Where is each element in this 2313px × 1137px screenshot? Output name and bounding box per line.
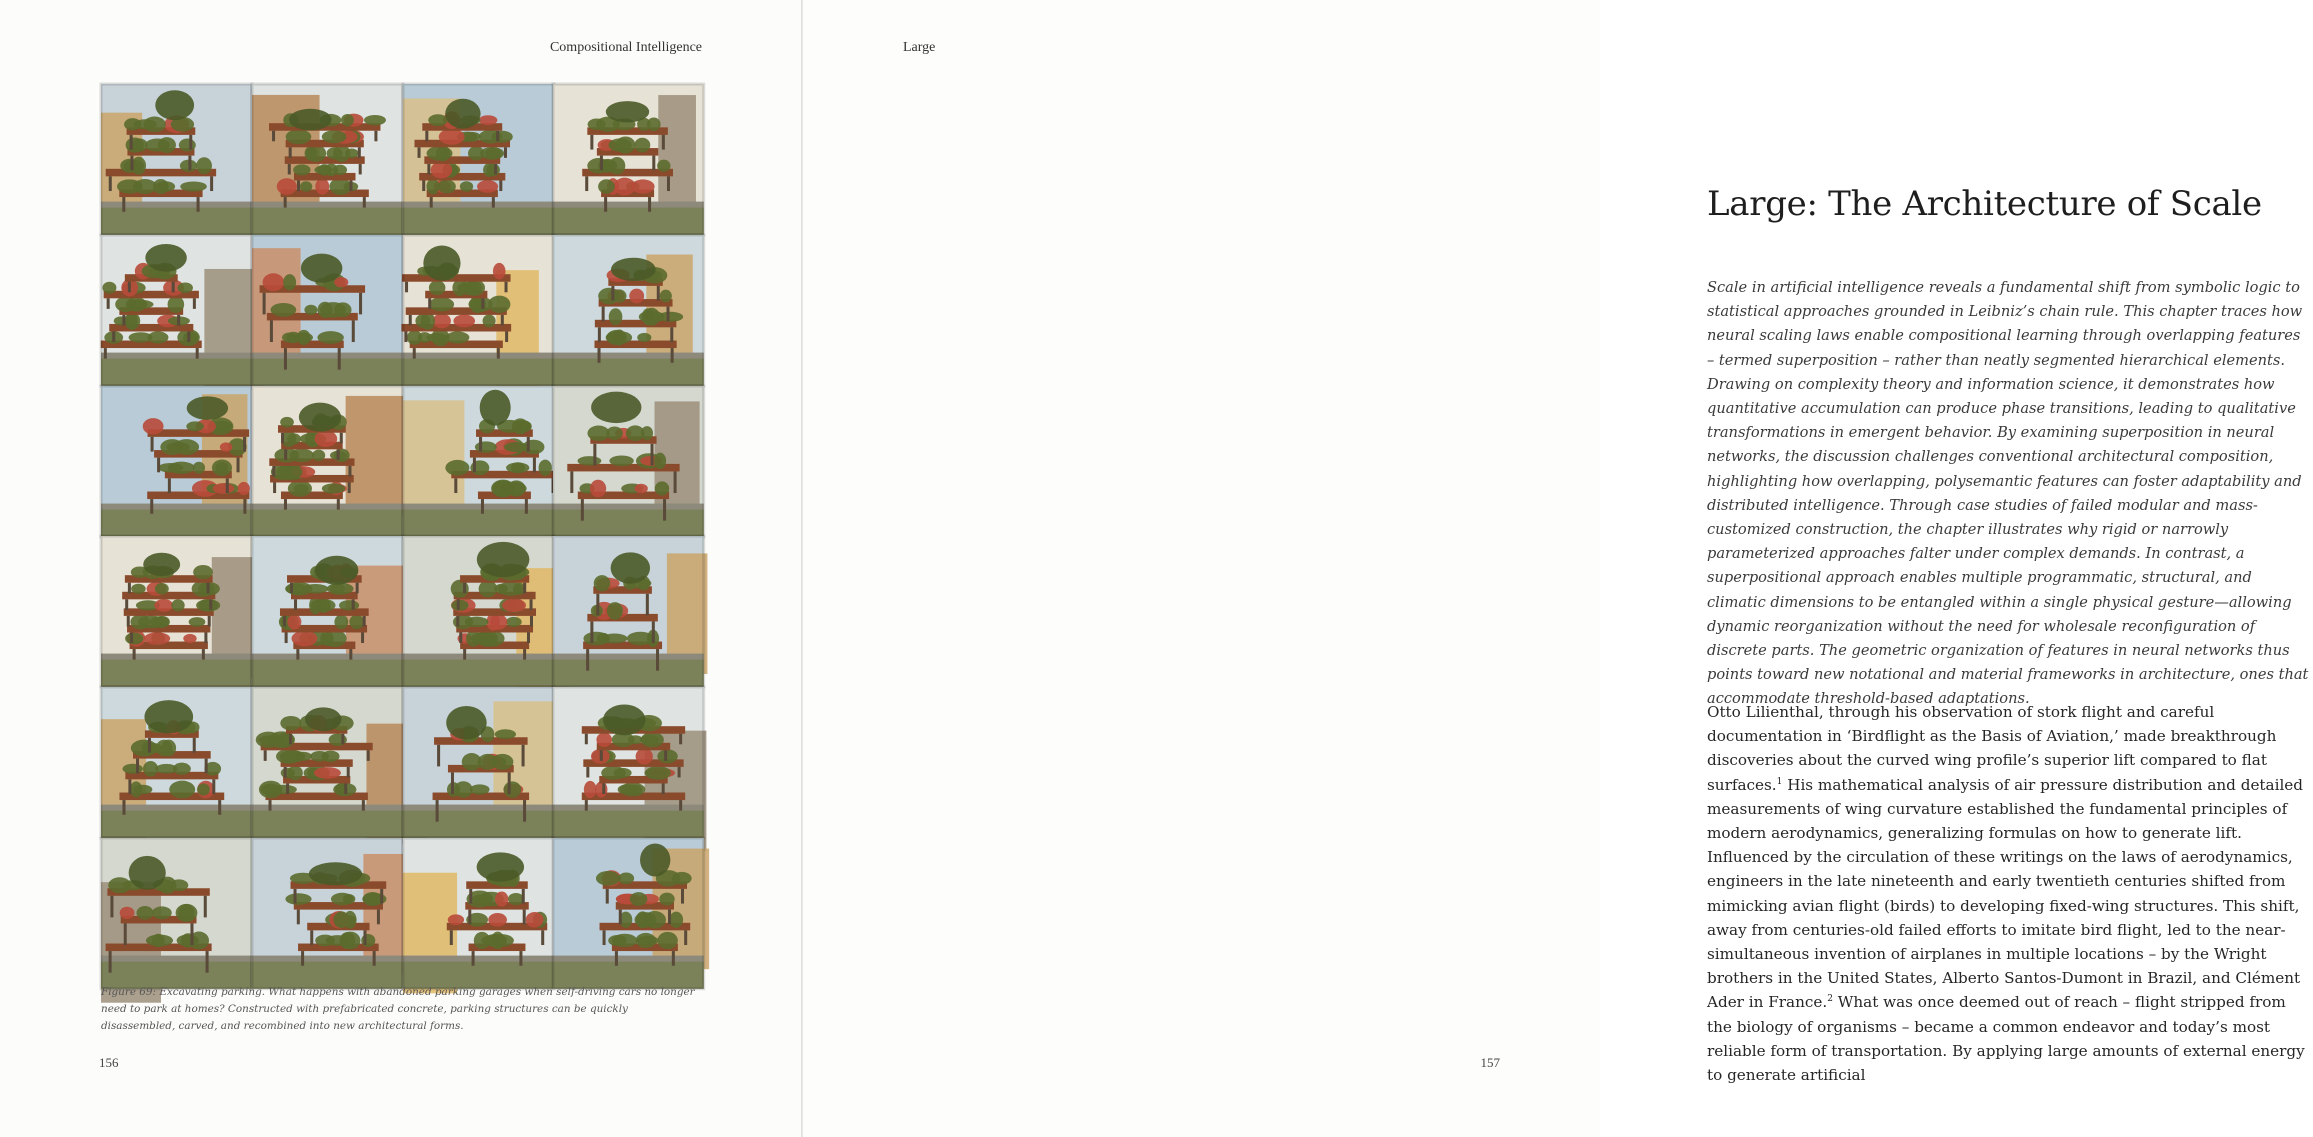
figure-photo-tile: [252, 386, 403, 537]
figure-photo-tile: [101, 536, 252, 687]
running-head-right: Large: [903, 40, 936, 55]
figure-photo-tile: [101, 235, 252, 386]
figure-photo-tile: [252, 235, 403, 386]
figure-photo-tile: [252, 536, 403, 687]
figure-photo-tile: [252, 687, 403, 838]
figure-photo-tile: [252, 84, 403, 235]
right-page: [803, 0, 2309, 1137]
chapter-abstract: Scale in artificial intelligence reveals a fundamental shift from symbolic logic to statistical approaches grounded in Leibniz’s chain rule. This chapter traces how neural scaling laws enable compositional learning through overlapping features – termed superposition – rather than neatly segmented hierarchical elements. Drawing on complexity theory and information science, it demonstrates how quantitative accumulation can produce phase transitions, leading to qualitative transformations in emergent behavior. By examining superposition in neural networks, the discussion challenges conventional architectural composition, highlighting how overlapping, polysemantic features can foster adaptability and distributed intelligence. Through case studies of failed modular and mass-customized construction, the chapter illustrates why rigid or narrowly parameterized approaches falter under complex demands. In contrast, a superpositional approach enables multiple programmatic, structural, and climatic dimensions to be entangled within a single physical gesture—allowing dynamic reorganization without the need for wholesale reconfiguration of discrete parts. The geometric organization of features in neural networks thus points toward new notational and material frameworks in architecture, ones that accommodate threshold-based adaptations.: [1707, 279, 2309, 708]
page-number-left: 156: [99, 1055, 119, 1070]
figure-photo-tile: [101, 386, 252, 537]
figure-photo-tile: [553, 536, 704, 687]
figure-photo-tile: [553, 687, 704, 838]
figure-photo-tile: [403, 536, 554, 687]
figure-photo-tile: [403, 386, 554, 537]
chapter-title: Large: The Architecture of Scale: [1707, 184, 2262, 224]
figure-image-grid: [101, 84, 704, 964]
figure-photo-tile: [101, 838, 252, 989]
figure-photo-tile: [553, 386, 704, 537]
figure-photo-tile: [553, 84, 704, 235]
body-text-part-1: Otto Lilienthal, through his observation of stork flight and careful documentation in ‘Birdflight as the Basis of Aviation,’ made breakthrough discoveries about the curved wing profile’s superior lift compared to flat surfaces.: [1707, 703, 2277, 794]
footnote-marker-2: 2: [1827, 994, 1833, 1005]
figure-photo-tile: [101, 687, 252, 838]
body-paragraph: [1707, 700, 2313, 1087]
left-page: [0, 0, 802, 1137]
figure-photo-tile: [403, 84, 554, 235]
running-head-left: Compositional Intelligence: [549, 40, 702, 55]
figure-photo-tile: [403, 687, 554, 838]
figure-photo-tile: [553, 235, 704, 386]
figure-photo-tile: [403, 235, 554, 386]
footnote-marker-1: 1: [1776, 776, 1783, 787]
figure-photo-tile: [403, 838, 554, 989]
figure-photo-tile: [553, 838, 704, 989]
figure-photo-tile: [252, 838, 403, 989]
figure-photo-tile: [101, 84, 252, 235]
body-text-part-3: What was once deemed out of reach – flight stripped from the biology of organisms – became a common endeavor and today’s most reliable form of transportation. By applying large amounts of external energy to generate artificial: [1707, 993, 2305, 1085]
page-number-right: 157: [1480, 1055, 1500, 1070]
body-text-part-2: His mathematical analysis of air pressure distribution and detailed measurements of wing curvature established the fundamental principles of modern aerodynamics, generalizing formulas on how to generate lift. Influenced by the circulation of these writings on the laws of aerodynamics, engineers in the late nineteenth and early twentieth centuries shifted from mimicking avian flight (birds) to developing fixed-wing structures. This shift, away from centuries-old failed efforts to imitate bird flight, led to the near-simultaneous invention of airplanes in multiple locations – by the Wright brothers in the United States, Alberto Santos-Dumont in Brazil, and Clément Ader in France.: [1707, 775, 2304, 1012]
figure-caption: Figure 69: Excavating parking. What happens with abandoned parking garages when self-driving cars no longer need to park at homes? Constructed with prefabricated concrete, parking structures can be quickly disassembled, carved, and recombined into new architectural forms.: [101, 986, 695, 1032]
